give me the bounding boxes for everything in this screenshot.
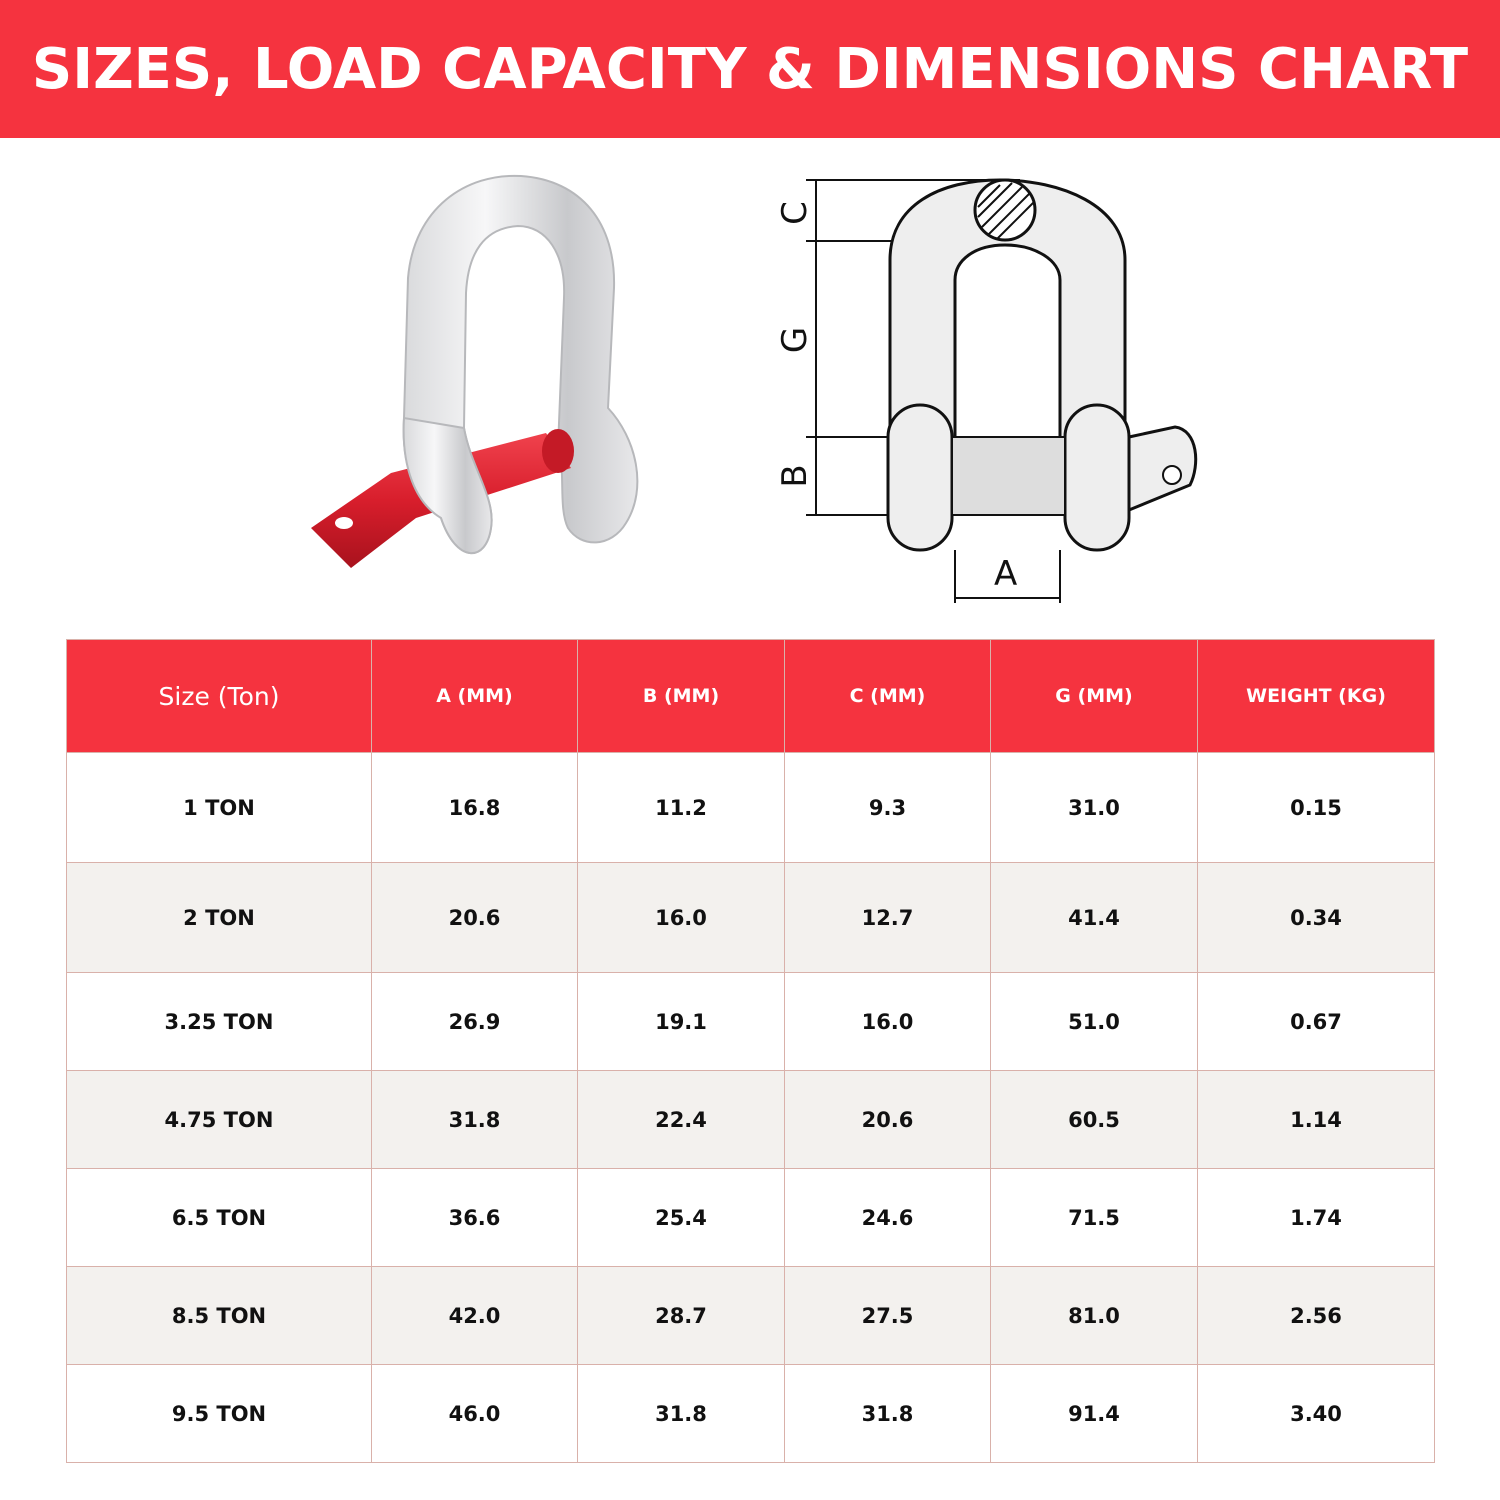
cell-a: 36.6 [372, 1169, 578, 1267]
header-b: B (MM) [578, 640, 785, 753]
table-row [67, 1365, 1435, 1463]
page-title: SIZES, LOAD CAPACITY & DIMENSIONS CHART [31, 36, 1469, 102]
table-row [67, 1071, 1435, 1169]
cell-size: 6.5 TON [67, 1169, 372, 1267]
cell-g: 31.0 [991, 753, 1198, 863]
cell-a: 46.0 [372, 1365, 578, 1463]
header-weight: WEIGHT (KG) [1198, 640, 1435, 753]
cell-b: 19.1 [578, 973, 785, 1071]
label-a: A [994, 554, 1018, 594]
label-g: G [775, 326, 815, 354]
cell-size: 9.5 TON [67, 1365, 372, 1463]
cell-weight: 0.15 [1198, 753, 1435, 863]
cell-c: 31.8 [785, 1365, 991, 1463]
dimensions-table [66, 639, 1435, 1463]
table-row [67, 1267, 1435, 1365]
cell-weight: 2.56 [1198, 1267, 1435, 1365]
cell-size: 2 TON [67, 863, 372, 973]
cell-g: 71.5 [991, 1169, 1198, 1267]
cell-g: 60.5 [991, 1071, 1198, 1169]
cell-c: 20.6 [785, 1071, 991, 1169]
cell-c: 9.3 [785, 753, 991, 863]
cell-g: 51.0 [991, 973, 1198, 1071]
cell-a: 16.8 [372, 753, 578, 863]
shackle-dimension-diagram [760, 165, 1220, 615]
cell-g: 41.4 [991, 863, 1198, 973]
cell-weight: 1.74 [1198, 1169, 1435, 1267]
cell-c: 27.5 [785, 1267, 991, 1365]
cell-size: 4.75 TON [67, 1071, 372, 1169]
table-row [67, 973, 1435, 1071]
header-c: C (MM) [785, 640, 991, 753]
table-header-row [67, 640, 1435, 753]
cell-weight: 1.14 [1198, 1071, 1435, 1169]
cell-weight: 0.34 [1198, 863, 1435, 973]
cell-a: 26.9 [372, 973, 578, 1071]
cell-weight: 3.40 [1198, 1365, 1435, 1463]
cell-g: 91.4 [991, 1365, 1198, 1463]
table-row [67, 863, 1435, 973]
table-row [67, 1169, 1435, 1267]
cell-c: 24.6 [785, 1169, 991, 1267]
header-a: A (MM) [372, 640, 578, 753]
label-b: B [775, 464, 815, 488]
cell-c: 12.7 [785, 863, 991, 973]
header-g: G (MM) [991, 640, 1198, 753]
label-c: C [775, 201, 815, 225]
cell-a: 42.0 [372, 1267, 578, 1365]
cell-b: 22.4 [578, 1071, 785, 1169]
cell-b: 25.4 [578, 1169, 785, 1267]
cell-a: 20.6 [372, 863, 578, 973]
cell-size: 1 TON [67, 753, 372, 863]
cell-g: 81.0 [991, 1267, 1198, 1365]
cell-b: 16.0 [578, 863, 785, 973]
cell-c: 16.0 [785, 973, 991, 1071]
cell-a: 31.8 [372, 1071, 578, 1169]
cell-b: 28.7 [578, 1267, 785, 1365]
header-size: Size (Ton) [67, 640, 372, 753]
cell-weight: 0.67 [1198, 973, 1435, 1071]
title-banner [0, 0, 1500, 138]
table-row [67, 753, 1435, 863]
cell-size: 8.5 TON [67, 1267, 372, 1365]
shackle-product-image [296, 168, 666, 588]
cell-b: 11.2 [578, 753, 785, 863]
cell-b: 31.8 [578, 1365, 785, 1463]
cell-size: 3.25 TON [67, 973, 372, 1071]
